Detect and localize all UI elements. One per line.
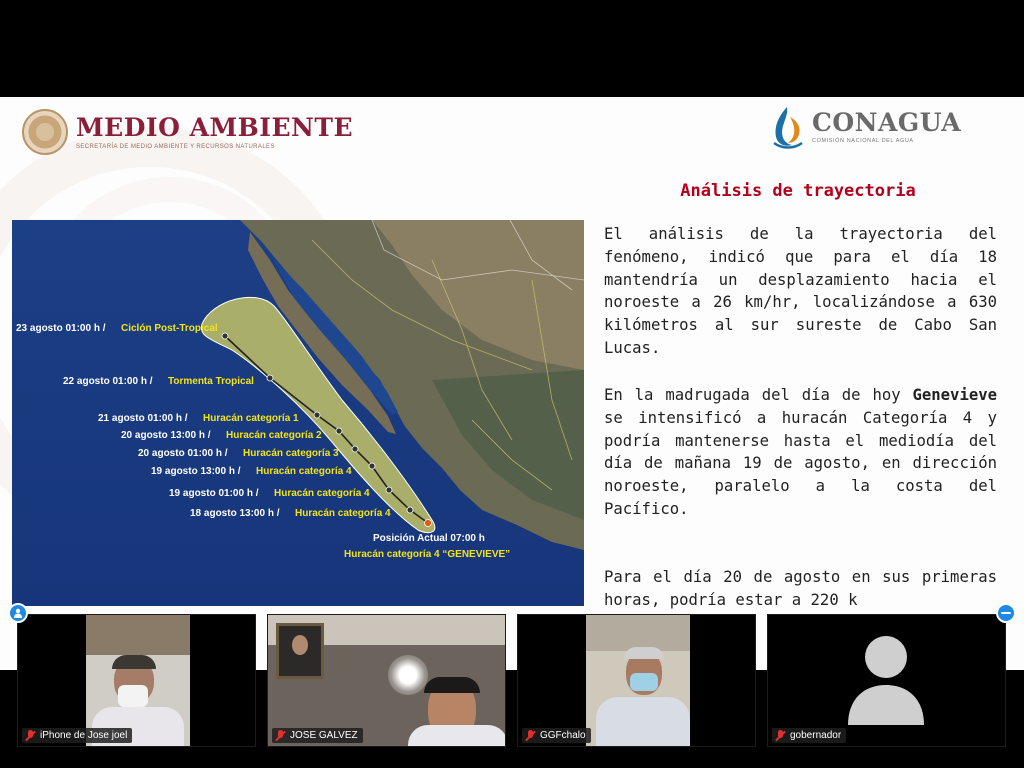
national-seal-icon xyxy=(22,109,68,155)
track-label-status: Huracán categoría 4 xyxy=(274,488,370,499)
map-image xyxy=(12,220,584,606)
track-label-status: Huracán categoría 2 xyxy=(226,430,322,441)
storm-name: Genevieve xyxy=(912,386,997,404)
participant-video xyxy=(586,615,690,747)
paragraph-2-start: En la madrugada del día de hoy xyxy=(604,386,901,404)
conagua-subtitle: COMISIÓN NACIONAL DEL AGUA xyxy=(812,137,914,144)
track-label-time: 18 agosto 13:00 h / xyxy=(190,508,280,519)
minus-icon[interactable] xyxy=(996,603,1016,623)
track-label-time: 21 agosto 01:00 h / xyxy=(98,413,188,424)
mic-muted-icon xyxy=(525,730,536,741)
track-label-time: 23 agosto 01:00 h / xyxy=(16,323,106,334)
paragraph-1: El análisis de la trayectoria del fenómeno, indicó que para el día 18 mantendría un desplazamiento hacia el noroeste a 26 km/hr, localizándose a 630 kilómetros al sur sureste de Cabo San Lucas. xyxy=(604,225,997,357)
participant-name: gobernador xyxy=(790,730,842,741)
track-label-status: Huracán categoría 1 xyxy=(203,413,299,424)
participant-namebar xyxy=(522,728,591,743)
participant-tile[interactable] xyxy=(267,614,506,747)
current-position-label: Posición Actual 07:00 h xyxy=(373,533,485,544)
participant-tile[interactable] xyxy=(17,614,256,747)
participant-name: JOSE GALVEZ xyxy=(290,730,358,741)
participant-name: iPhone de Jose joel xyxy=(40,730,128,741)
track-label-time: 22 agosto 01:00 h / xyxy=(63,376,153,387)
track-label-status: Tormenta Tropical xyxy=(168,376,254,387)
participant-namebar xyxy=(772,728,846,743)
shared-slide xyxy=(0,97,1024,670)
mic-muted-icon xyxy=(275,730,286,741)
paragraph-2 xyxy=(604,384,997,521)
track-label-status: Ciclón Post-Tropical xyxy=(121,323,218,334)
track-label-status: Huracán categoría 4 xyxy=(295,508,391,519)
participant-tile[interactable] xyxy=(767,614,1006,747)
medio-ambiente-title: MEDIO AMBIENTE xyxy=(76,113,354,142)
conagua-logo xyxy=(768,103,961,149)
paragraph-2-end: se intensificó a huracán Categoría 4 y podría mantenerse hasta el mediodía del día de mañana 19 de agosto, en dirección noroeste, paralelo a la costa del Pacífico. xyxy=(604,408,997,518)
track-label-time: 20 agosto 01:00 h / xyxy=(138,448,228,459)
track-label-time: 19 agosto 13:00 h / xyxy=(151,466,241,477)
participant-namebar xyxy=(272,728,363,743)
medio-ambiente-logo xyxy=(22,109,353,155)
medio-ambiente-subtitle: SECRETARÍA DE MEDIO AMBIENTE Y RECURSOS NATURALES xyxy=(76,144,275,150)
participant-name: GGFchalo xyxy=(540,730,586,741)
conagua-mark-icon xyxy=(768,103,806,149)
hurricane-track-map xyxy=(12,220,584,606)
person-icon[interactable] xyxy=(8,603,28,623)
slide-title: Análisis de trayectoria xyxy=(680,181,916,201)
conagua-title: CONAGUA xyxy=(812,107,962,137)
current-status-label: Huracán categoría 4 “GENEVIEVE” xyxy=(344,549,511,560)
participant-tile[interactable] xyxy=(517,614,756,747)
track-label-status: Huracán categoría 3 xyxy=(243,448,339,459)
participant-namebar xyxy=(22,728,132,743)
track-label-status: Huracán categoría 4 xyxy=(256,466,352,477)
paragraph-3: Para el día 20 de agosto en sus primeras horas, podría estar a 220 k xyxy=(604,568,997,609)
track-label-time: 20 agosto 13:00 h / xyxy=(121,430,211,441)
avatar-placeholder-icon xyxy=(846,633,926,725)
mic-muted-icon xyxy=(25,730,36,741)
track-label-time: 19 agosto 01:00 h / xyxy=(169,488,259,499)
mic-muted-icon xyxy=(775,730,786,741)
